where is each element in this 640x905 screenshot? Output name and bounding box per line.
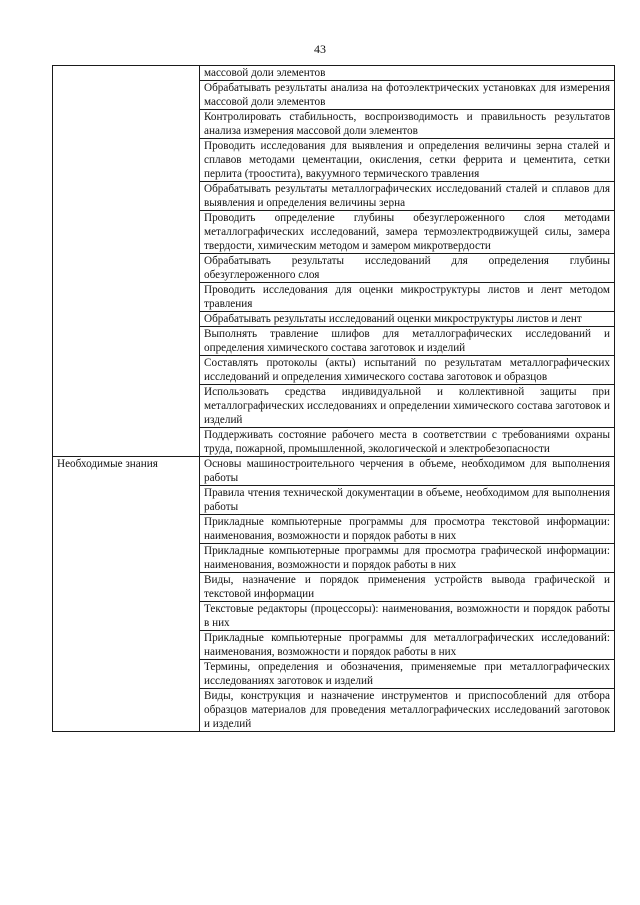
skill-item: Обрабатывать результаты металлографических исследований сталей и сплавов для выявления и определения величины зерна (200, 182, 615, 211)
skill-item: массовой доли элементов (200, 66, 615, 81)
page-number: 43 (314, 42, 326, 56)
knowledge-item: Прикладные компьютерные программы для просмотра текстовой информации: наименования, возможности и порядок работы в них (200, 515, 615, 544)
skill-item: Проводить исследования для выявления и определения величины зерна сталей и сплавов методами цементации, окисления, сетки феррита и цементита, сетки перлита (троостита), вакуумного термического травления (200, 139, 615, 182)
knowledge-item: Прикладные компьютерные программы для металлографических исследований: наименования, возможности и порядок работы в них (200, 631, 615, 660)
skill-item: Проводить исследования для оценки микроструктуры листов и лент методом травления (200, 283, 615, 312)
table-row (53, 457, 615, 486)
skill-item: Обрабатывать результаты исследований для определения глубины обезуглероженного слоя (200, 254, 615, 283)
section-label-knowledge-text: Необходимые знания (57, 458, 158, 470)
knowledge-item: Текстовые редакторы (процессоры): наименования, возможности и порядок работы в них (200, 602, 615, 631)
knowledge-item: Правила чтения технической документации в объеме, необходимом для выполнения работы (200, 486, 615, 515)
skill-item: Контролировать стабильность, воспроизводимость и правильность результатов анализа измерения массовой доли элементов (200, 110, 615, 139)
knowledge-item: Виды, конструкция и назначение инструментов и приспособлений для отбора образцов материалов для проведения металлографических исследований заготовок и изделий (200, 689, 615, 732)
knowledge-item: Прикладные компьютерные программы для просмотра графической информации: наименования, возможности и порядок работы в них (200, 544, 615, 573)
requirements-table (52, 65, 615, 732)
skill-item: Использовать средства индивидуальной и коллективной защиты при металлографических исследованиях и определении химического состава заготовок и изделий (200, 385, 615, 428)
skill-item: Проводить определение глубины обезуглероженного слоя методами металлографических исследований, замера термоэлектродвижущей силы, замера твердости, химическим методом и замером микротвердости (200, 211, 615, 254)
section-label-knowledge (53, 457, 200, 732)
skill-item: Выполнять травление шлифов для металлографических исследований и определения химического состава заготовок и изделий (200, 327, 615, 356)
skill-item: Составлять протоколы (акты) испытаний по результатам металлографических исследований и определения химического состава заготовок и образцов (200, 356, 615, 385)
skill-item: Обрабатывать результаты анализа на фотоэлектрических установках для измерения массовой доли элементов (200, 81, 615, 110)
skill-item: Обрабатывать результаты исследований оценки микроструктуры листов и лент (200, 312, 615, 327)
knowledge-item: Виды, назначение и порядок применения устройств вывода графической и текстовой информации (200, 573, 615, 602)
knowledge-item: Основы машиностроительного черчения в объеме, необходимом для выполнения работы (200, 457, 615, 486)
section-label-skills (53, 66, 200, 457)
skill-item: Поддерживать состояние рабочего места в соответствии с требованиями охраны труда, пожарной, промышленной, экологической и электробезопасности (200, 428, 615, 457)
knowledge-item: Термины, определения и обозначения, применяемые при металлографических исследованиях заготовок и изделий (200, 660, 615, 689)
table-row (53, 66, 615, 81)
